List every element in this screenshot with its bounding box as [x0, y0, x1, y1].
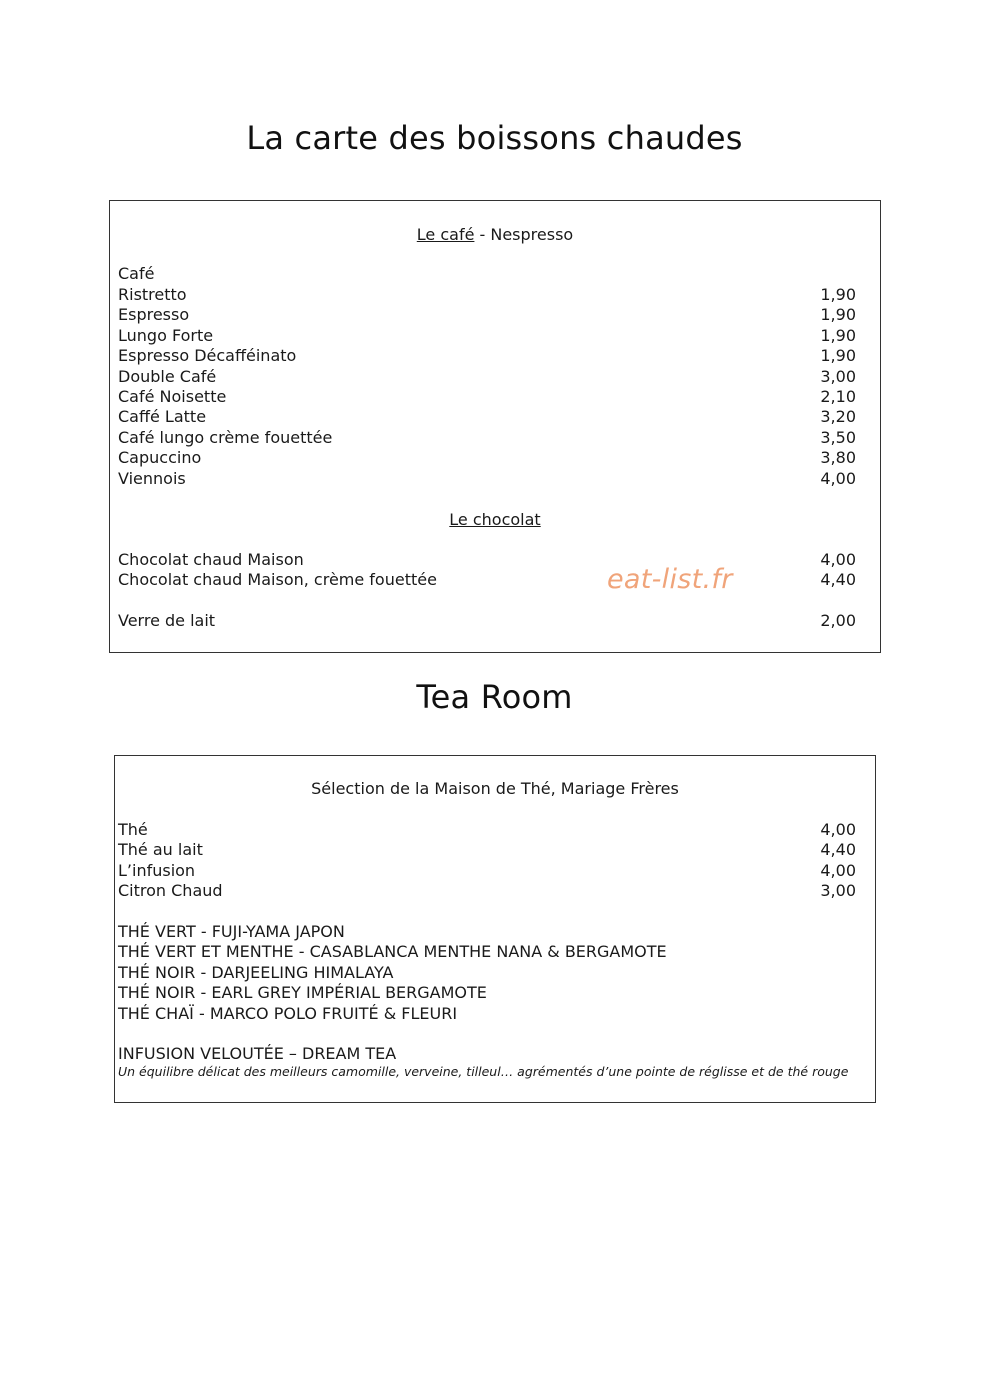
- item-name: Citron Chaud: [118, 881, 223, 900]
- item-price: 2,10: [820, 387, 856, 406]
- menu-item: [118, 367, 856, 387]
- item-name: Viennois: [118, 469, 186, 488]
- cafe-heading-rest: - Nespresso: [474, 225, 574, 244]
- menu-item: [118, 285, 856, 305]
- item-price: 1,90: [820, 346, 856, 365]
- item-price: 2,00: [820, 611, 856, 630]
- item-name: Espresso Décafféinato: [118, 346, 297, 365]
- item-price: 4,00: [820, 550, 856, 569]
- menu-item: [118, 387, 856, 407]
- menu-item: [118, 820, 856, 840]
- item-price: 1,90: [820, 285, 856, 304]
- item-name: Verre de lait: [118, 611, 216, 630]
- item-name: Capuccino: [118, 448, 202, 467]
- item-price: 1,90: [820, 305, 856, 324]
- item-price: 3,80: [820, 448, 856, 467]
- cafe-section-heading: [110, 225, 880, 245]
- cafe-heading-main: Le café: [416, 225, 475, 244]
- menu-item: [118, 428, 856, 448]
- tea-variety: THÉ VERT ET MENTHE - CASABLANCA MENTHE NANA & BERGAMOTE: [118, 942, 667, 961]
- menu-item: [118, 305, 856, 325]
- tea-section-heading: Sélection de la Maison de Thé, Mariage Frères: [311, 779, 679, 798]
- item-name: Chocolat chaud Maison, crème fouettée: [118, 570, 437, 589]
- item-name: Ristretto: [118, 285, 187, 304]
- menu-item: [118, 469, 856, 489]
- item-name: Café lungo crème fouettée: [118, 428, 333, 447]
- item-price: 3,00: [820, 881, 856, 900]
- menu-item: [118, 840, 856, 860]
- item-price: 3,20: [820, 407, 856, 426]
- tea-variety: THÉ NOIR - DARJEELING HIMALAYA: [118, 963, 394, 982]
- tea-variety: THÉ VERT - FUJI-YAMA JAPON: [118, 922, 345, 941]
- page-title: La carte des boissons chaudes: [246, 119, 743, 157]
- menu-item: [118, 861, 856, 881]
- cafe-category-label: Café: [118, 264, 155, 283]
- item-price: 4,00: [820, 820, 856, 839]
- item-name: Chocolat chaud Maison: [118, 550, 304, 569]
- item-price: 4,40: [820, 570, 856, 589]
- chocolat-section-heading: [110, 510, 880, 530]
- menu-item: [118, 407, 856, 427]
- item-price: 4,00: [820, 861, 856, 880]
- menu-item: [118, 326, 856, 346]
- item-price: 4,40: [820, 840, 856, 859]
- tea-room-title: Tea Room: [416, 678, 573, 716]
- item-name: Lungo Forte: [118, 326, 214, 345]
- menu-item: [118, 570, 856, 590]
- item-name: Thé: [118, 820, 148, 839]
- item-price: 4,00: [820, 469, 856, 488]
- item-name: L’infusion: [118, 861, 196, 880]
- item-name: Caffé Latte: [118, 407, 207, 426]
- item-name: Thé au lait: [118, 840, 203, 859]
- item-price: 1,90: [820, 326, 856, 345]
- menu-item: [118, 448, 856, 468]
- menu-item: [118, 611, 856, 631]
- menu-item: [118, 346, 856, 366]
- watermark-text: eat-list.fr: [607, 564, 733, 595]
- item-name: Espresso: [118, 305, 190, 324]
- infusion-description: Un équilibre délicat des meilleurs camomille, verveine, tilleul… agrémentés d’une pointe de réglisse et de thé rouge: [118, 1064, 849, 1079]
- item-name: Double Café: [118, 367, 217, 386]
- tea-variety: THÉ CHAÏ - MARCO POLO FRUITÉ & FLEURI: [118, 1004, 458, 1023]
- menu-item: [118, 550, 856, 570]
- cafe-menu-box: [109, 200, 881, 653]
- item-price: 3,50: [820, 428, 856, 447]
- item-price: 3,00: [820, 367, 856, 386]
- chocolat-heading: Le chocolat: [449, 510, 541, 529]
- tea-menu-box: [114, 755, 876, 1103]
- cafe-category-label-row: [118, 264, 856, 284]
- tea-variety: THÉ NOIR - EARL GREY IMPÉRIAL BERGAMOTE: [118, 983, 487, 1002]
- infusion-name: INFUSION VELOUTÉE – DREAM TEA: [118, 1044, 397, 1063]
- item-name: Café Noisette: [118, 387, 227, 406]
- menu-item: [118, 881, 856, 901]
